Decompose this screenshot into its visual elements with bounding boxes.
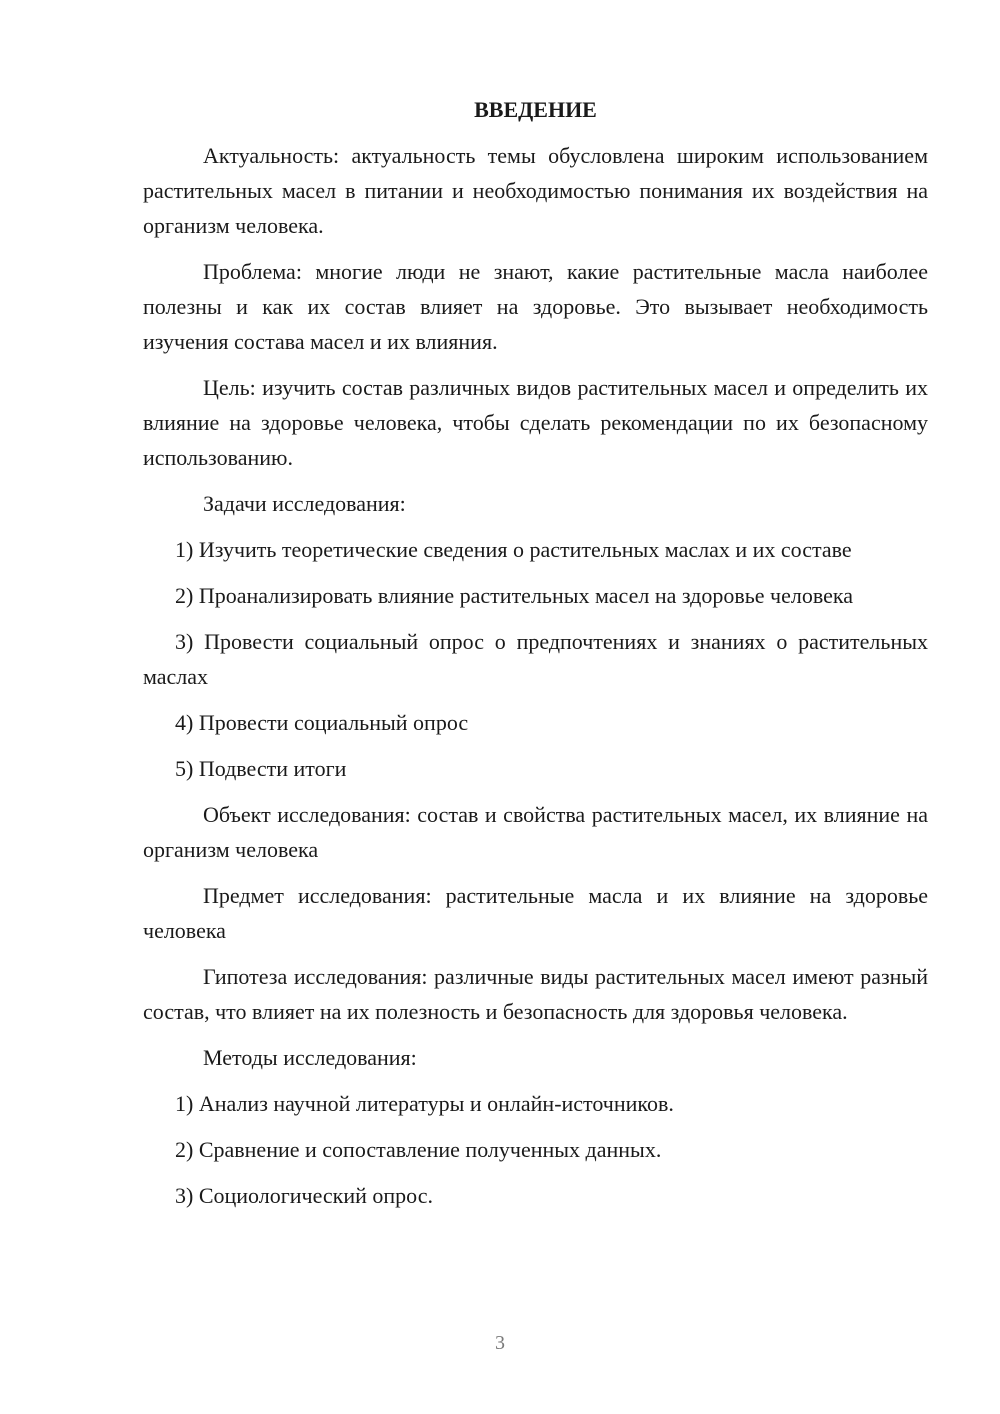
relevance-paragraph: Актуальность: актуальность темы обусловлена широким использованием растительных масел в питании и необходимостью понимания их воздействия на организм человека. bbox=[143, 143, 928, 238]
task-item-4: 4) Провести социальный опрос bbox=[175, 710, 469, 735]
problem-paragraph: Проблема: многие люди не знают, какие растительные масла наиболее полезны и как их состав влияет на здоровье. Это вызывает необходимость изучения состава масел и их влияния. bbox=[143, 259, 928, 354]
hypothesis-paragraph: Гипотеза исследования: различные виды растительных масел имеют разный состав, что влияет на их полезность и безопасность для здоровья человека. bbox=[143, 964, 928, 1024]
goal-paragraph: Цель: изучить состав различных видов растительных масел и определить их влияние на здоровье человека, чтобы сделать рекомендации по их безопасному использованию. bbox=[143, 375, 928, 470]
method-item-3: 3) Социологический опрос. bbox=[175, 1183, 433, 1208]
page-number: 3 bbox=[495, 1332, 505, 1354]
method-item-1: 1) Анализ научной литературы и онлайн-источников. bbox=[175, 1091, 674, 1116]
subject-paragraph: Предмет исследования: растительные масла и их влияние на здоровье человека bbox=[143, 883, 928, 943]
task-item-2: 2) Проанализировать влияние растительных масел на здоровье человека bbox=[175, 583, 853, 608]
tasks-heading: Задачи исследования: bbox=[203, 491, 406, 516]
page-title: ВВЕДЕНИЕ bbox=[474, 97, 597, 122]
methods-heading: Методы исследования: bbox=[203, 1045, 417, 1070]
task-item-5: 5) Подвести итоги bbox=[175, 756, 347, 781]
task-item-3: 3) Провести социальный опрос о предпочтениях и знаниях о растительных маслах bbox=[143, 629, 928, 689]
method-item-2: 2) Сравнение и сопоставление полученных данных. bbox=[175, 1137, 662, 1162]
object-paragraph: Объект исследования: состав и свойства растительных масел, их влияние на организм человека bbox=[143, 802, 928, 862]
page-content bbox=[143, 92, 928, 1224]
task-item-1: 1) Изучить теоретические сведения о растительных маслах и их составе bbox=[175, 537, 852, 562]
